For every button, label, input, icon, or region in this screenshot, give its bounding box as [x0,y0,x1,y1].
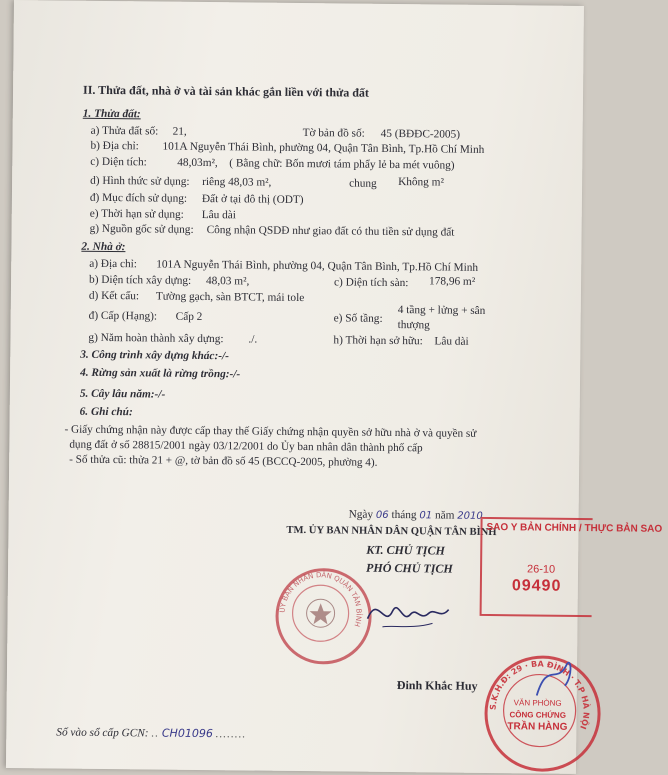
date-year-label: năm [434,509,455,522]
notary-line-2: CÔNG CHỨNG [509,710,567,720]
note-1-line-1: - Giấy chứng nhận này được cấp thay thế Giấy chứng nhận quyền sở hữu nhà ở và quyền sử [64,423,477,440]
land-title: 1. Thửa đất: [82,107,141,121]
vice-chairman: PHÓ CHỦ TỊCH [366,560,453,576]
completed-value: ./. [248,333,258,346]
map-sheet-label: Tờ bản đồ số: [302,127,365,140]
notary-line-3: TRẦN HÀNG [507,721,568,733]
perennial-trees: 5. Cây lâu năm:-/- [79,387,166,401]
house-address-value: 101A Nguyễn Thái Bình, phường 04, Quận Tân Bình, Tp.Hồ Chí Minh [156,258,479,274]
area-words: ( Bằng chữ: Bốn mươi tám phẩy lẻ ba mét vuông) [229,157,455,172]
built-area-value: 48,03 m², [206,275,250,288]
official-seal [275,568,372,665]
notes-title: 6. Ghi chú: [79,405,133,419]
lot-no-value: 21, [172,125,187,138]
area-label: c) Diện tích: [90,155,147,169]
ownership-term-value: Lâu dài [434,335,469,348]
purpose-value: Đất ở tại đô thị (ODT) [201,192,304,207]
grade-label: đ) Cấp (Hạng): [88,309,158,323]
notary-ring-text: S.K.H.Đ: 29 · BA ĐÌNH · T.P HÀ NỘI [488,659,591,731]
signature-scribble-icon [362,589,453,640]
area-value: 48,03m², [177,156,218,170]
grade-value: Cấp 2 [175,310,203,323]
date-year: 2010 [457,510,483,522]
seal-emblem-icon [275,568,366,659]
term-label: e) Thời hạn sử dụng: [89,207,184,221]
section-heading: II. Thửa đất, nhà ở và tài sản khác gắn liền với thửa đất [82,82,369,100]
term-value: Lâu dài [201,208,237,222]
usage-private: riêng 48,03 m², [202,175,272,189]
land-address-label: b) Địa chỉ: [90,139,139,153]
notary-signature-icon [527,655,578,706]
copy-stamp-serial: 09490 [511,577,562,595]
structure-label: d) Kết cấu: [88,289,140,303]
floor-area-label: c) Diện tích sàn: [333,276,409,290]
origin-label: g) Nguồn gốc sử dụng: [89,222,194,236]
registry-number: Số vào sổ cấp GCN: .. CH01096 ........ [56,726,247,741]
purpose-label: đ) Mục đích sử dụng: [89,191,188,205]
note-2: - Số thửa cũ: thửa 21 + @, tờ bản đồ số 45 (BCCQ-2005, phường 4). [69,453,378,469]
date-prefix: Ngày [348,508,374,521]
issue-date [349,509,483,523]
built-area-label: b) Diện tích xây dựng: [89,273,192,287]
lot-no-label: a) Thửa đất số: [90,124,159,138]
registry-label: Số vào sổ cấp GCN: [56,726,149,740]
house-title: 2. Nhà ở: [81,240,126,254]
registry-value: CH01096 [161,726,213,741]
date-day: 06 [375,509,389,521]
usage-form-label: d) Hình thức sử dụng: [90,174,190,188]
ownership-term-label: h) Thời hạn sở hữu: [333,334,423,348]
copy-stamp [480,517,663,617]
kt-chairman: KT. CHỦ TỊCH [366,542,445,558]
map-sheet-value: 45 (BĐĐC-2005) [380,127,461,141]
date-month: 01 [419,510,433,522]
usage-common-value: Không m² [398,176,444,189]
seal-ring-text: ỦY BAN NHÂN DÂN QUẬN TÂN BÌNH [278,571,363,628]
forest: 4. Rừng sản xuất là rừng trồng:-/- [80,366,241,381]
signer-name: Đinh Khắc Huy [396,678,478,693]
floors-label: e) Số tầng: [333,312,383,325]
copy-stamp-title: SAO Y BẢN CHÍNH / THỰC BẢN SAO [486,521,663,535]
origin-value: Công nhận QSDĐ như giao đất có thu tiền sử dụng đất [206,224,455,239]
completed-label: g) Năm hoàn thành xây dựng: [88,331,224,346]
notary-line-1: VĂN PHÒNG [513,698,562,708]
other-construction: 3. Công trình xây dựng khác:-/- [80,348,229,363]
certificate-page [6,0,663,774]
date-month-label: tháng [391,508,417,522]
usage-common-label: chung [349,177,377,190]
issuing-org: TM. ỦY BAN NHÂN DÂN QUẬN TÂN BÌNH [286,524,497,539]
structure-value: Tường gạch, sàn BTCT, mái tole [155,290,305,305]
floors-value-line1: 4 tầng + lửng + sân [397,304,486,317]
floors-value-line2: thượng [397,319,430,332]
copy-stamp-date: 26-10 [527,563,556,576]
note-1-line-2: dụng đất ở số 28815/2001 ngày 03/12/2001 do Ủy ban nhân dân thành phố cấp [69,438,423,455]
floor-area-value: 178,96 m² [429,275,476,288]
land-address-value: 101A Nguyễn Thái Bình, phường 04, Quận Tân Bình, Tp.Hồ Chí Minh [162,140,485,156]
house-address-label: a) Địa chỉ: [89,257,137,271]
